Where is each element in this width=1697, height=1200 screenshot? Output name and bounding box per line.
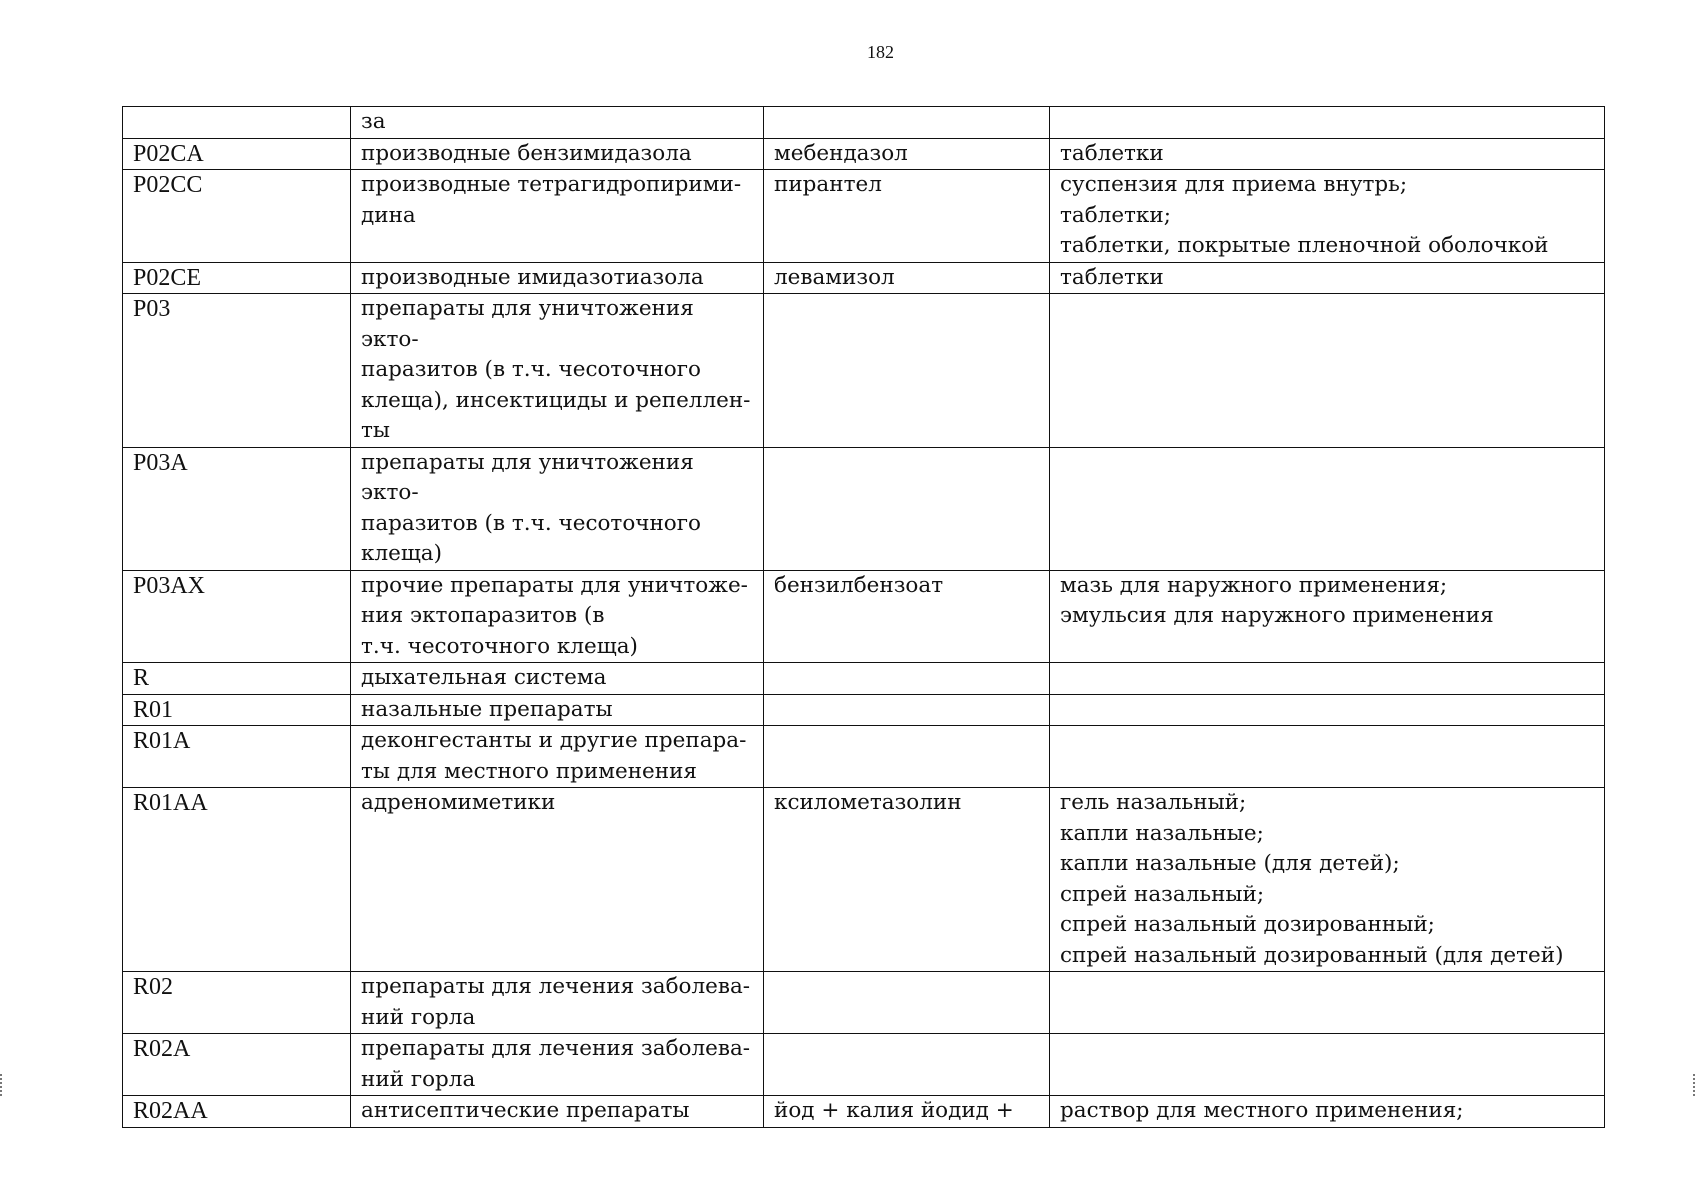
drug-name-cell: мебендазол <box>764 138 1050 170</box>
page-number: 182 <box>867 42 894 62</box>
table-row <box>123 1096 1605 1128</box>
dosage-form-cell <box>1050 447 1605 570</box>
atc-code-cell: R01 <box>123 694 351 726</box>
atc-code-cell: R <box>123 663 351 695</box>
atc-code-cell: P02CA <box>123 138 351 170</box>
table-row <box>123 294 1605 448</box>
drug-name-cell <box>764 294 1050 448</box>
dosage-form-cell: суспензия для приема внутрь; таблетки; таблетки, покрытые пленочной оболочкой <box>1050 170 1605 263</box>
scan-edge-mark-left <box>0 1074 4 1096</box>
group-name-cell: прочие препараты для уничтоже- ния эктопаразитов (в т.ч. чесоточного клеща) <box>351 570 764 663</box>
dosage-form-cell <box>1050 107 1605 139</box>
table-row <box>123 107 1605 139</box>
drug-name-cell <box>764 726 1050 788</box>
group-name-cell: антисептические препараты <box>351 1096 764 1128</box>
drug-name-cell: левамизол <box>764 262 1050 294</box>
table-row <box>123 788 1605 972</box>
atc-code-cell: R02A <box>123 1034 351 1096</box>
group-name-cell: производные тетрагидропирими- дина <box>351 170 764 263</box>
drug-name-cell: ксилометазолин <box>764 788 1050 972</box>
table-row <box>123 447 1605 570</box>
group-name-cell: препараты для лечения заболева- ний горла <box>351 972 764 1034</box>
group-name-cell: препараты для лечения заболева- ний горла <box>351 1034 764 1096</box>
dosage-form-cell: гель назальный; капли назальные; капли назальные (для детей); спрей назальный; спрей назальный дозированный; спрей назальный дозированный (для детей) <box>1050 788 1605 972</box>
dosage-form-cell <box>1050 663 1605 695</box>
drug-name-cell <box>764 663 1050 695</box>
drug-name-cell: йод + калия йодид + <box>764 1096 1050 1128</box>
atc-code-cell: R02 <box>123 972 351 1034</box>
atc-code-cell <box>123 107 351 139</box>
drug-classification-table <box>122 106 1605 1128</box>
group-name-cell: назальные препараты <box>351 694 764 726</box>
dosage-form-cell: таблетки <box>1050 138 1605 170</box>
group-name-cell: производные бензимидазола <box>351 138 764 170</box>
table-row <box>123 138 1605 170</box>
dosage-form-cell: мазь для наружного применения; эмульсия для наружного применения <box>1050 570 1605 663</box>
table-row <box>123 663 1605 695</box>
table-row <box>123 570 1605 663</box>
group-name-cell: деконгестанты и другие препара- ты для местного применения <box>351 726 764 788</box>
drug-name-cell <box>764 107 1050 139</box>
atc-code-cell: P03AX <box>123 570 351 663</box>
atc-code-cell: R01AA <box>123 788 351 972</box>
table-row <box>123 726 1605 788</box>
atc-code-cell: R02AA <box>123 1096 351 1128</box>
drug-name-cell <box>764 694 1050 726</box>
group-name-cell: производные имидазотиазола <box>351 262 764 294</box>
dosage-form-cell <box>1050 726 1605 788</box>
group-name-cell: дыхательная система <box>351 663 764 695</box>
drug-name-cell: пирантел <box>764 170 1050 263</box>
atc-code-cell: R01A <box>123 726 351 788</box>
dosage-form-cell <box>1050 694 1605 726</box>
drug-name-cell <box>764 972 1050 1034</box>
atc-code-cell: P03A <box>123 447 351 570</box>
table-row <box>123 694 1605 726</box>
dosage-form-cell: раствор для местного применения; <box>1050 1096 1605 1128</box>
atc-code-cell: P02CE <box>123 262 351 294</box>
atc-code-cell: P02CC <box>123 170 351 263</box>
table-row <box>123 972 1605 1034</box>
atc-code-cell: P03 <box>123 294 351 448</box>
dosage-form-cell: таблетки <box>1050 262 1605 294</box>
drug-name-cell <box>764 447 1050 570</box>
table-row <box>123 170 1605 263</box>
group-name-cell: за <box>351 107 764 139</box>
drug-name-cell <box>764 1034 1050 1096</box>
drug-name-cell: бензилбензоат <box>764 570 1050 663</box>
dosage-form-cell <box>1050 294 1605 448</box>
group-name-cell: препараты для уничтожения экто- паразитов (в т.ч. чесоточного клеща) <box>351 447 764 570</box>
dosage-form-cell <box>1050 972 1605 1034</box>
scan-edge-mark-right <box>1693 1074 1697 1096</box>
group-name-cell: адреномиметики <box>351 788 764 972</box>
dosage-form-cell <box>1050 1034 1605 1096</box>
table-row <box>123 1034 1605 1096</box>
group-name-cell: препараты для уничтожения экто- паразитов (в т.ч. чесоточного клеща), инсектициды и репеллен- ты <box>351 294 764 448</box>
table-row <box>123 262 1605 294</box>
